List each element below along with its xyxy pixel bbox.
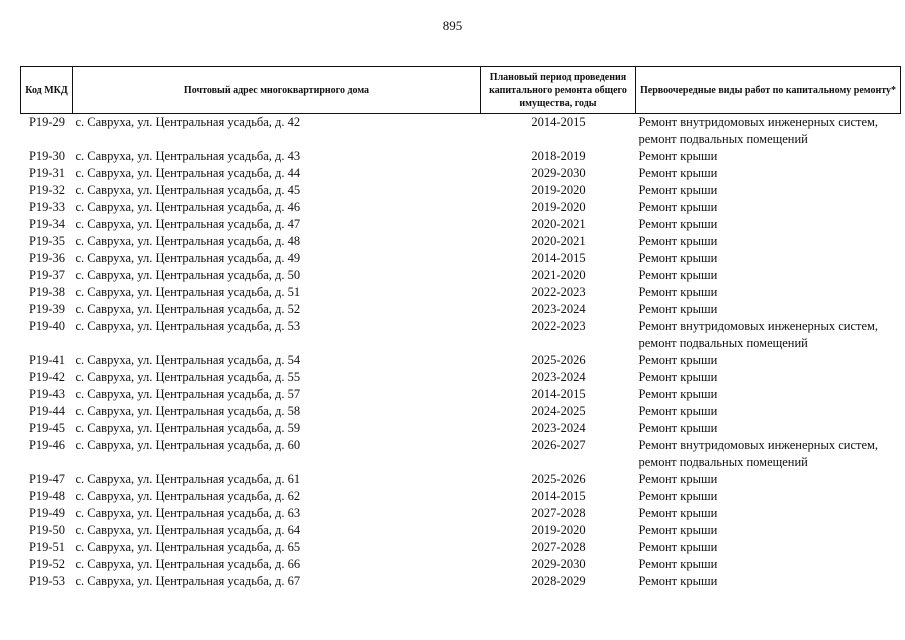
cell-works: Ремонт крыши <box>638 251 718 265</box>
cell-address: с. Савруха, ул. Центральная усадьба, д. 62 <box>75 489 301 503</box>
cell-works: Ремонт крыши <box>638 353 718 367</box>
cell-period: 2014-2015 <box>531 387 586 401</box>
header-works: Первоочередные виды работ по капитальному ремонту* <box>636 67 901 114</box>
cell-period: 2019-2020 <box>531 523 586 537</box>
cell-works: Ремонт крыши <box>638 234 718 248</box>
cell-address: с. Савруха, ул. Центральная усадьба, д. 67 <box>75 574 301 588</box>
cell-address: с. Савруха, ул. Центральная усадьба, д. 64 <box>75 523 301 537</box>
table-row <box>21 386 901 403</box>
cell-address: с. Савруха, ул. Центральная усадьба, д. 58 <box>75 404 301 418</box>
cell-code: Р19-46 <box>28 438 66 452</box>
cell-period: 2019-2020 <box>531 183 586 197</box>
cell-code: Р19-33 <box>28 200 66 214</box>
cell-address: с. Савруха, ул. Центральная усадьба, д. 44 <box>75 166 301 180</box>
cell-works: Ремонт крыши <box>638 370 718 384</box>
cell-period: 2023-2024 <box>531 302 586 316</box>
table-row <box>21 522 901 539</box>
cell-address: с. Савруха, ул. Центральная усадьба, д. 51 <box>75 285 301 299</box>
cell-works: Ремонт внутридомовых инженерных систем, ремонт подвальных помещений <box>638 319 879 350</box>
cell-period: 2023-2024 <box>531 421 586 435</box>
cell-period: 2019-2020 <box>531 200 586 214</box>
cell-code: Р19-40 <box>28 319 66 333</box>
table-row <box>21 556 901 573</box>
table-row <box>21 233 901 250</box>
cell-works: Ремонт крыши <box>638 285 718 299</box>
cell-period: 2022-2023 <box>531 285 586 299</box>
cell-address: с. Савруха, ул. Центральная усадьба, д. 46 <box>75 200 301 214</box>
table-row <box>21 437 901 471</box>
cell-code: Р19-48 <box>28 489 66 503</box>
cell-works: Ремонт крыши <box>638 217 718 231</box>
table-row <box>21 539 901 556</box>
cell-code: Р19-32 <box>28 183 66 197</box>
cell-period: 2022-2023 <box>531 319 586 333</box>
cell-period: 2028-2029 <box>531 574 586 588</box>
cell-code: Р19-49 <box>28 506 66 520</box>
cell-code: Р19-41 <box>28 353 66 367</box>
cell-works: Ремонт крыши <box>638 268 718 282</box>
table-row <box>21 216 901 233</box>
cell-code: Р19-35 <box>28 234 66 248</box>
cell-code: Р19-47 <box>28 472 66 486</box>
table-row <box>21 250 901 267</box>
table-body <box>21 114 901 591</box>
header-period: Плановый период проведения капитального ремонта общего имущества, годы <box>481 67 636 114</box>
cell-works: Ремонт крыши <box>638 166 718 180</box>
cell-works: Ремонт крыши <box>638 149 718 163</box>
cell-code: Р19-50 <box>28 523 66 537</box>
cell-address: с. Савруха, ул. Центральная усадьба, д. 60 <box>75 438 301 452</box>
cell-works: Ремонт крыши <box>638 489 718 503</box>
cell-address: с. Савруха, ул. Центральная усадьба, д. 59 <box>75 421 301 435</box>
table-row <box>21 488 901 505</box>
cell-code: Р19-38 <box>28 285 66 299</box>
cell-code: Р19-53 <box>28 574 66 588</box>
cell-works: Ремонт крыши <box>638 557 718 571</box>
cell-code: Р19-37 <box>28 268 66 282</box>
cell-works: Ремонт крыши <box>638 574 718 588</box>
cell-period: 2020-2021 <box>531 234 586 248</box>
table-row <box>21 369 901 386</box>
cell-works: Ремонт крыши <box>638 183 718 197</box>
cell-period: 2014-2015 <box>531 489 586 503</box>
table-row <box>21 318 901 352</box>
cell-address: с. Савруха, ул. Центральная усадьба, д. 57 <box>75 387 301 401</box>
cell-works: Ремонт крыши <box>638 506 718 520</box>
table-row <box>21 114 901 149</box>
cell-period: 2023-2024 <box>531 370 586 384</box>
cell-period: 2024-2025 <box>531 404 586 418</box>
cell-period: 2029-2030 <box>531 166 586 180</box>
cell-code: Р19-30 <box>28 149 66 163</box>
cell-code: Р19-34 <box>28 217 66 231</box>
table-row <box>21 182 901 199</box>
cell-code: Р19-52 <box>28 557 66 571</box>
cell-works: Ремонт крыши <box>638 404 718 418</box>
table-row <box>21 420 901 437</box>
cell-address: с. Савруха, ул. Центральная усадьба, д. 55 <box>75 370 301 384</box>
table-row <box>21 352 901 369</box>
cell-code: Р19-36 <box>28 251 66 265</box>
cell-address: с. Савруха, ул. Центральная усадьба, д. 43 <box>75 149 301 163</box>
cell-address: с. Савруха, ул. Центральная усадьба, д. 45 <box>75 183 301 197</box>
cell-code: Р19-45 <box>28 421 66 435</box>
cell-period: 2025-2026 <box>531 472 586 486</box>
cell-period: 2020-2021 <box>531 217 586 231</box>
cell-address: с. Савруха, ул. Центральная усадьба, д. 54 <box>75 353 301 367</box>
cell-works: Ремонт внутридомовых инженерных систем, ремонт подвальных помещений <box>638 438 879 469</box>
header-row <box>21 67 901 114</box>
cell-works: Ремонт крыши <box>638 387 718 401</box>
cell-works: Ремонт крыши <box>638 200 718 214</box>
cell-code: Р19-51 <box>28 540 66 554</box>
cell-address: с. Савруха, ул. Центральная усадьба, д. 42 <box>75 115 301 129</box>
cell-address: с. Савруха, ул. Центральная усадьба, д. 65 <box>75 540 301 554</box>
cell-works: Ремонт крыши <box>638 472 718 486</box>
cell-address: с. Савруха, ул. Центральная усадьба, д. 61 <box>75 472 301 486</box>
cell-code: Р19-31 <box>28 166 66 180</box>
table-row <box>21 284 901 301</box>
cell-address: с. Савруха, ул. Центральная усадьба, д. 52 <box>75 302 301 316</box>
cell-code: Р19-29 <box>28 115 66 129</box>
cell-address: с. Савруха, ул. Центральная усадьба, д. 63 <box>75 506 301 520</box>
table-row <box>21 148 901 165</box>
cell-period: 2025-2026 <box>531 353 586 367</box>
page-number: 895 <box>442 18 463 33</box>
cell-address: с. Савруха, ул. Центральная усадьба, д. 49 <box>75 251 301 265</box>
table-row <box>21 471 901 488</box>
table-row <box>21 199 901 216</box>
cell-address: с. Савруха, ул. Центральная усадьба, д. 50 <box>75 268 301 282</box>
table-row <box>21 301 901 318</box>
table-row <box>21 267 901 284</box>
cell-address: с. Савруха, ул. Центральная усадьба, д. 53 <box>75 319 301 333</box>
cell-works: Ремонт крыши <box>638 302 718 316</box>
repair-schedule-table <box>20 66 901 590</box>
cell-period: 2026-2027 <box>531 438 586 452</box>
cell-code: Р19-43 <box>28 387 66 401</box>
header-address: Почтовый адрес многоквартирного дома <box>73 67 481 114</box>
cell-address: с. Савруха, ул. Центральная усадьба, д. 66 <box>75 557 301 571</box>
table-row <box>21 505 901 522</box>
table-row <box>21 165 901 182</box>
table-row <box>21 573 901 590</box>
cell-period: 2029-2030 <box>531 557 586 571</box>
cell-works: Ремонт внутридомовых инженерных систем, ремонт подвальных помещений <box>638 115 879 146</box>
cell-address: с. Савруха, ул. Центральная усадьба, д. 47 <box>75 217 301 231</box>
table-row <box>21 403 901 420</box>
cell-period: 2018-2019 <box>531 149 586 163</box>
cell-period: 2014-2015 <box>531 251 586 265</box>
header-code: Код МКД <box>21 67 73 114</box>
cell-address: с. Савруха, ул. Центральная усадьба, д. 48 <box>75 234 301 248</box>
table-header <box>21 67 901 114</box>
cell-code: Р19-44 <box>28 404 66 418</box>
cell-period: 2027-2028 <box>531 540 586 554</box>
cell-period: 2014-2015 <box>531 115 586 129</box>
cell-works: Ремонт крыши <box>638 540 718 554</box>
cell-period: 2027-2028 <box>531 506 586 520</box>
cell-period: 2021-2020 <box>531 268 586 282</box>
cell-works: Ремонт крыши <box>638 421 718 435</box>
cell-code: Р19-42 <box>28 370 66 384</box>
cell-works: Ремонт крыши <box>638 523 718 537</box>
cell-code: Р19-39 <box>28 302 66 316</box>
